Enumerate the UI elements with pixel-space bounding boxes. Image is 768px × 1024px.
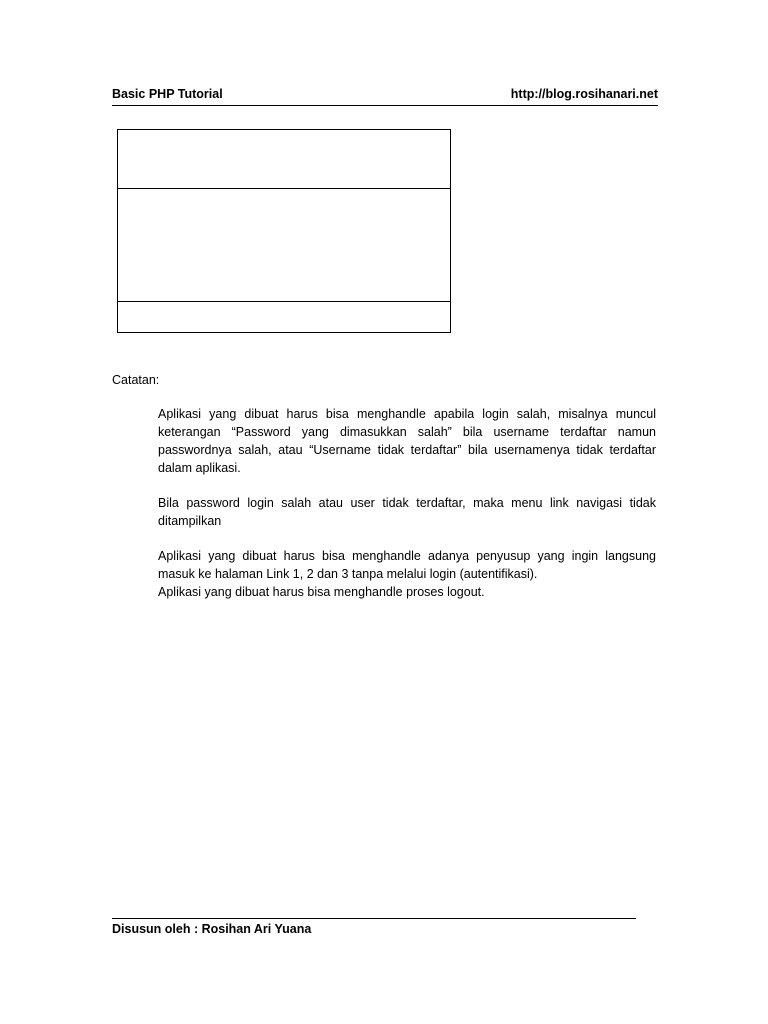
diagram-header-divider: [118, 188, 450, 189]
notes-body: [158, 405, 656, 601]
note-paragraph: Bila password login salah atau user tidak terdaftar, maka menu link navigasi tidak ditampilkan: [158, 496, 656, 528]
note-paragraph: Aplikasi yang dibuat harus bisa menghandle proses logout.: [158, 585, 485, 599]
note-paragraph: Aplikasi yang dibuat harus bisa menghandle adanya penyusup yang ingin langsung masuk ke halaman Link 1, 2 dan 3 tanpa melalui login (autentifikasi).: [158, 549, 656, 581]
note-paragraph: Aplikasi yang dibuat harus bisa menghandle apabila login salah, misalnya muncul keterangan “Password yang dimasukkan salah” bila username terdaftar namun passwordnya salah, atau “Username tidak terdaftar” bila usernamenya tidak terdaftar dalam aplikasi.: [158, 407, 656, 475]
page-layout-diagram: [117, 129, 451, 333]
notes-label: Catatan:: [112, 373, 160, 387]
page-header: [112, 86, 658, 106]
page-footer: [112, 918, 636, 936]
blog-url: http://blog.rosihanari.net: [510, 87, 658, 101]
diagram-footer-divider: [118, 301, 450, 302]
author-credit: Disusun oleh : Rosihan Ari Yuana: [112, 922, 312, 936]
document-title: Basic PHP Tutorial: [112, 87, 223, 101]
